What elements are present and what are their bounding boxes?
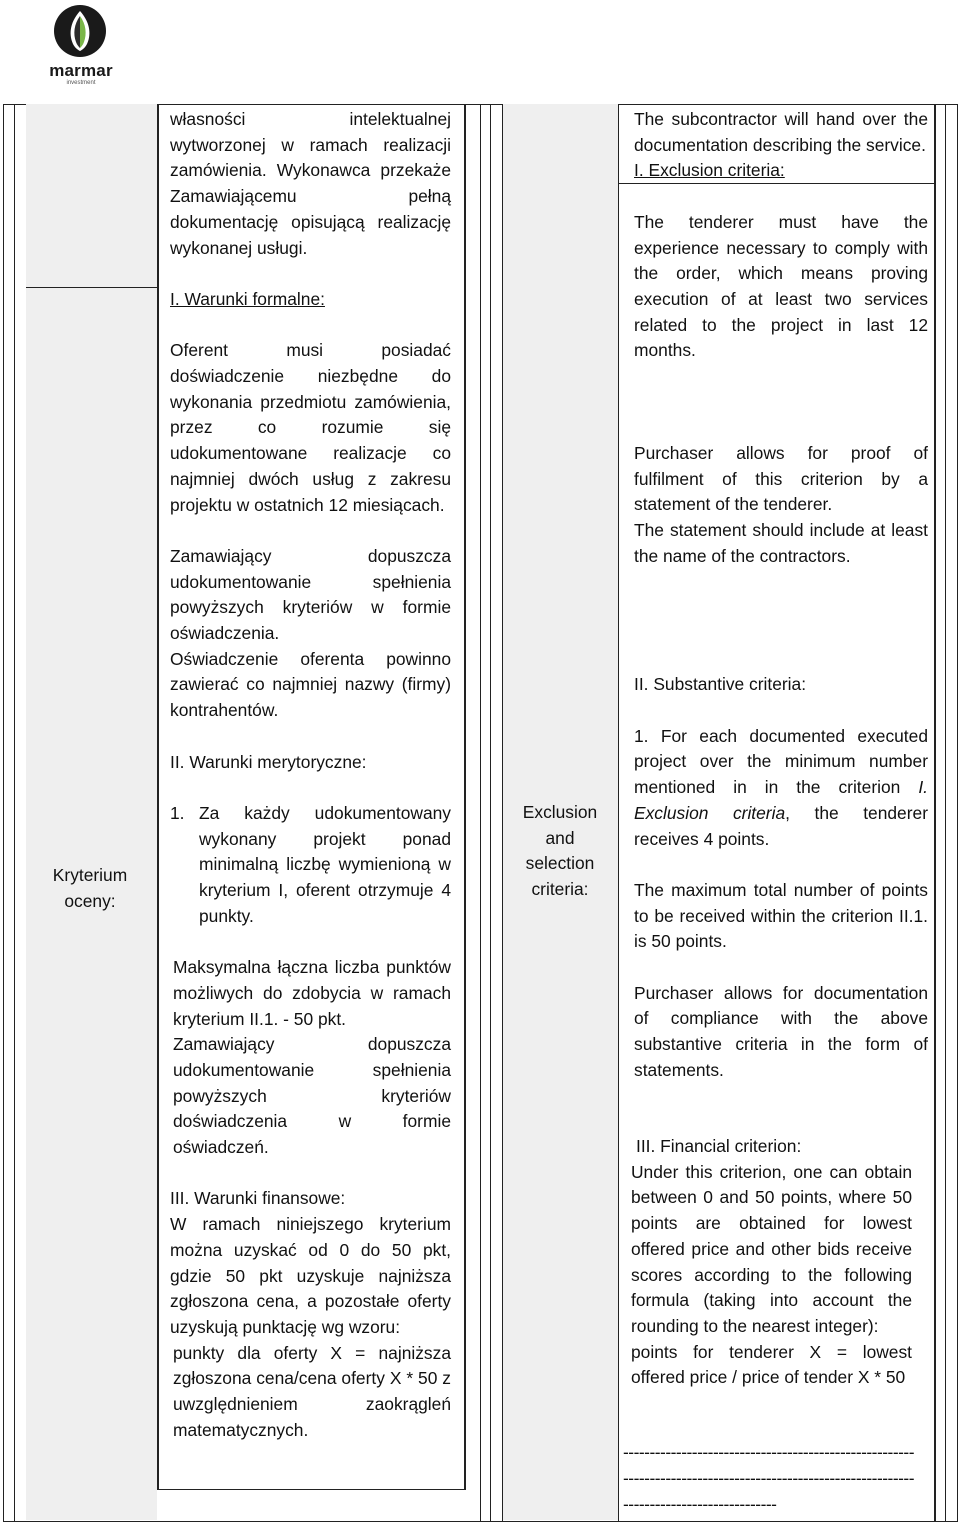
en-substantive-point-ref: I. Exclusion criteria [634,777,929,823]
rule [490,104,491,1522]
en-exclusion-text: The tenderer must have the experience necessary to comply with the order, which means proving execution of at least two services related to the project in last 12 months. [634,211,928,361]
pl-formal-text: Oferent musi posiadać doświadczenie niezbędne do wykonania przedmiotu zamówienia, przez co rozumie się udokumentowane realizacje co najmniej dwóch usług z zakresu projektu w ostatnich 12 miesiącach. [170,340,451,515]
polish-column [170,107,451,1443]
en-exclusion-proof: Purchaser allows for proof of fulfilment of this criterion by a statement of the tenderer. [634,443,928,515]
en-substantive-point-a: 1. For each documented executed project over the minimum number mentioned in in the criterion [634,725,928,798]
rule [480,104,481,1522]
rule [934,104,936,1522]
rule [157,104,159,1490]
rule [502,104,503,1522]
pl-financial-formula: punkty dla oferty X = najniższa zgłoszona cena/cena oferty X * 50 z uwzględnieniem zaokrągleń matematycznych. [173,1342,451,1440]
en-substantive-proof: Purchaser allows for documentation of compliance with the above substantive criteria in the form of statements. [634,982,928,1080]
english-column [634,107,928,1109]
right-criteria-label: Exclusion and selection criteria: [522,802,598,900]
en-substantive-heading: II. Substantive criteria: [634,674,807,695]
en-exclusion-statement: The statement should include at least the name of the contractors. [634,520,928,566]
en-financial-formula: points for tenderer X = lowest offered price / price of tender X * 50 [631,1341,912,1388]
pl-formal-statement: Oświadczenie oferenta powinno zawierać co najmniej nazwy (firmy) kontrahentów. [170,648,451,721]
pl-substantive-proof: Zamawiający dopuszcza udokumentowanie spełnienia powyższych kryteriów doświadczenia w formie oświadczeń. [173,1034,451,1158]
pl-intro: własności intelektualnej wytworzonej w ramach realizacji zamówienia. Wykonawca przekaże Zamawiającemu pełną dokumentację opisującą realizację wykonanej usługi. [170,109,451,258]
pl-substantive-max: Maksymalna łączna liczba punktów możliwych do zdobycia w ramach kryterium II.1. - 50 pkt. [173,957,451,1029]
pl-substantive-heading: II. Warunki merytoryczne: [170,751,367,772]
pl-substantive-point: Za każdy udokumentowany wykonany projekt ponad minimalną liczbę wymienioną w kryterium I, oferent otrzymuje 4 punkty. [199,802,451,926]
en-intro: The subcontractor will hand over the documentation describing the service. [634,109,928,155]
dash-line-3: ----------------------------- [623,1494,777,1512]
dash-line-1: ------------------------------------------------------- [623,1442,915,1460]
pl-formal-proof: Zamawiający dopuszcza udokumentowanie spełnienia powyższych kryteriów w formie oświadczenia. [170,545,451,644]
en-financial-heading: III. Financial criterion: [636,1136,802,1156]
en-substantive-point [634,724,928,853]
dash-line-2: ------------------------------------------------------- [623,1468,915,1486]
left-criteria-label: Kryterium oceny: [52,865,128,911]
english-financial [631,1134,912,1391]
rule [464,104,466,1490]
logo-name: marmar [49,61,113,80]
en-substantive-point-b: , the tenderer receives 4 points. [634,802,928,849]
rule [14,104,15,1522]
rule [618,104,619,1522]
logo-subtitle: investment [66,80,96,86]
en-substantive-max: The maximum total number of points to be received within the criterion II.1. is 50 points. [634,879,928,952]
en-exclusion-heading: I. Exclusion criteria: [634,160,785,181]
pl-substantive-number: 1. [170,802,185,823]
rule [26,287,157,288]
pl-financial-heading: III. Warunki finansowe: [170,1188,346,1209]
rule [945,104,946,1522]
rule [157,1489,466,1490]
pl-financial-text: W ramach niniejszego kryterium można uzyskać od 0 do 50 pkt, gdzie 50 pkt uzyskuje najniższa zgłoszona cena, a pozostałe oferty uzyskują punktację wg wzoru: [170,1214,451,1337]
pl-formal-heading: I. Warunki formalne: [170,288,325,309]
left-label-cell [26,104,157,1520]
en-financial-text: Under this criterion, one can obtain between 0 and 50 points, where 50 points are obtained for lowest offered price and other bids receive scores according to the following formula (taking into account the rounding to the nearest integer): [631,1161,912,1336]
